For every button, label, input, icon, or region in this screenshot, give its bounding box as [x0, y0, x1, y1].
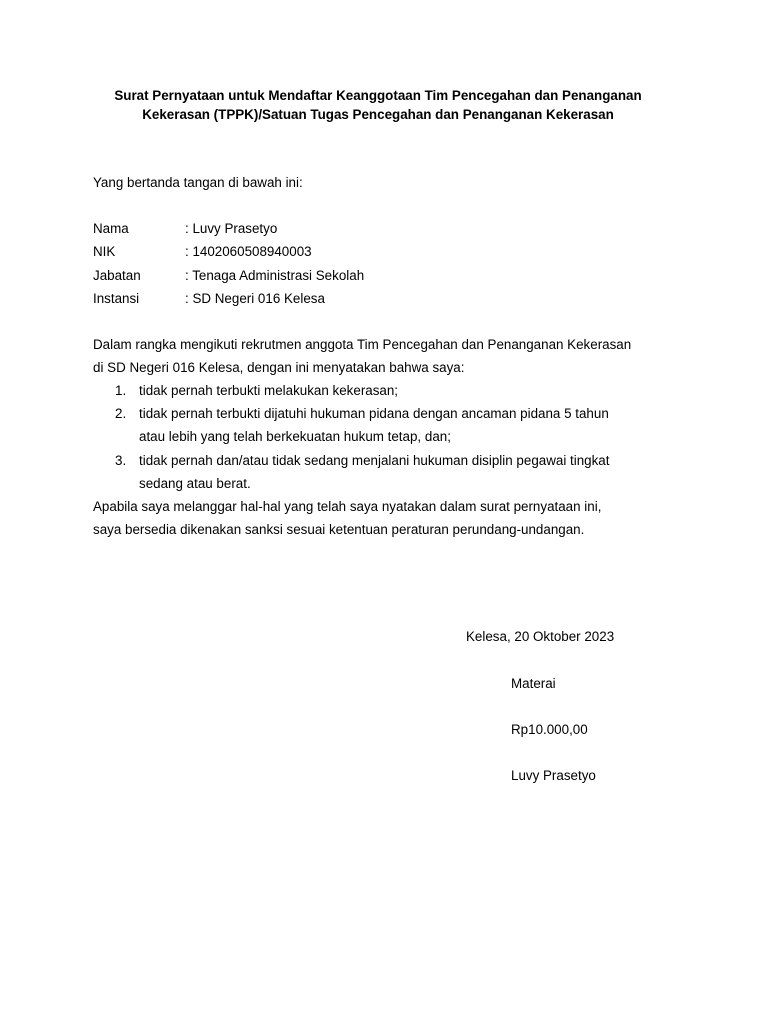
signatory-name: Luvy Prasetyo — [511, 768, 596, 783]
place-date: Kelesa, 20 Oktober 2023 — [466, 629, 615, 644]
field-label-nama: Nama — [93, 221, 129, 236]
list-item-3-text-line-2: sedang atau berat. — [139, 476, 251, 491]
field-value-nama: : Luvy Prasetyo — [185, 221, 278, 236]
statement-line-1: Dalam rangka mengikuti rekrutmen anggota Tim Pencegahan dan Penanganan Kekerasan — [93, 337, 632, 352]
field-label-nik: NIK — [93, 244, 116, 259]
closing-line-2: saya bersedia dikenakan sanksi sesuai ketentuan peraturan perundang-undangan. — [93, 522, 585, 537]
intro-text: Yang bertanda tangan di bawah ini: — [93, 175, 303, 190]
title-line-1: Surat Pernyataan untuk Mendaftar Keanggotaan Tim Pencegahan dan Penanganan — [114, 88, 642, 103]
field-value-instansi: : SD Negeri 016 Kelesa — [185, 291, 325, 306]
document-title — [60, 86, 696, 124]
list-item-1-number: 1. — [115, 383, 127, 398]
list-item-3-number: 3. — [115, 453, 127, 468]
stamp-value: Rp10.000,00 — [511, 722, 588, 737]
title-line-2: Kekerasan (TPPK)/Satuan Tugas Pencegahan dan Penanganan Kekerasan — [142, 107, 614, 122]
closing-line-1: Apabila saya melanggar hal-hal yang telah saya nyatakan dalam surat pernyataan ini, — [93, 499, 602, 514]
statement-line-2: di SD Negeri 016 Kelesa, dengan ini menyatakan bahwa saya: — [93, 360, 465, 375]
list-item-2-text-line-1: tidak pernah terbukti dijatuhi hukuman pidana dengan ancaman pidana 5 tahun — [139, 406, 609, 421]
list-item-1-text: tidak pernah terbukti melakukan kekerasan; — [139, 383, 399, 398]
list-item-3-text-line-1: tidak pernah dan/atau tidak sedang menjalani hukuman disiplin pegawai tingkat — [139, 453, 610, 468]
list-item-2-number: 2. — [115, 406, 127, 421]
field-value-jabatan: : Tenaga Administrasi Sekolah — [185, 268, 365, 283]
stamp-label: Materai — [511, 676, 556, 691]
field-value-nik: : 1402060508940003 — [185, 244, 312, 259]
list-item-2-text-line-2: atau lebih yang telah berkekuatan hukum tetap, dan; — [139, 429, 451, 444]
field-label-instansi: Instansi — [93, 291, 140, 306]
field-label-jabatan: Jabatan — [93, 268, 141, 283]
